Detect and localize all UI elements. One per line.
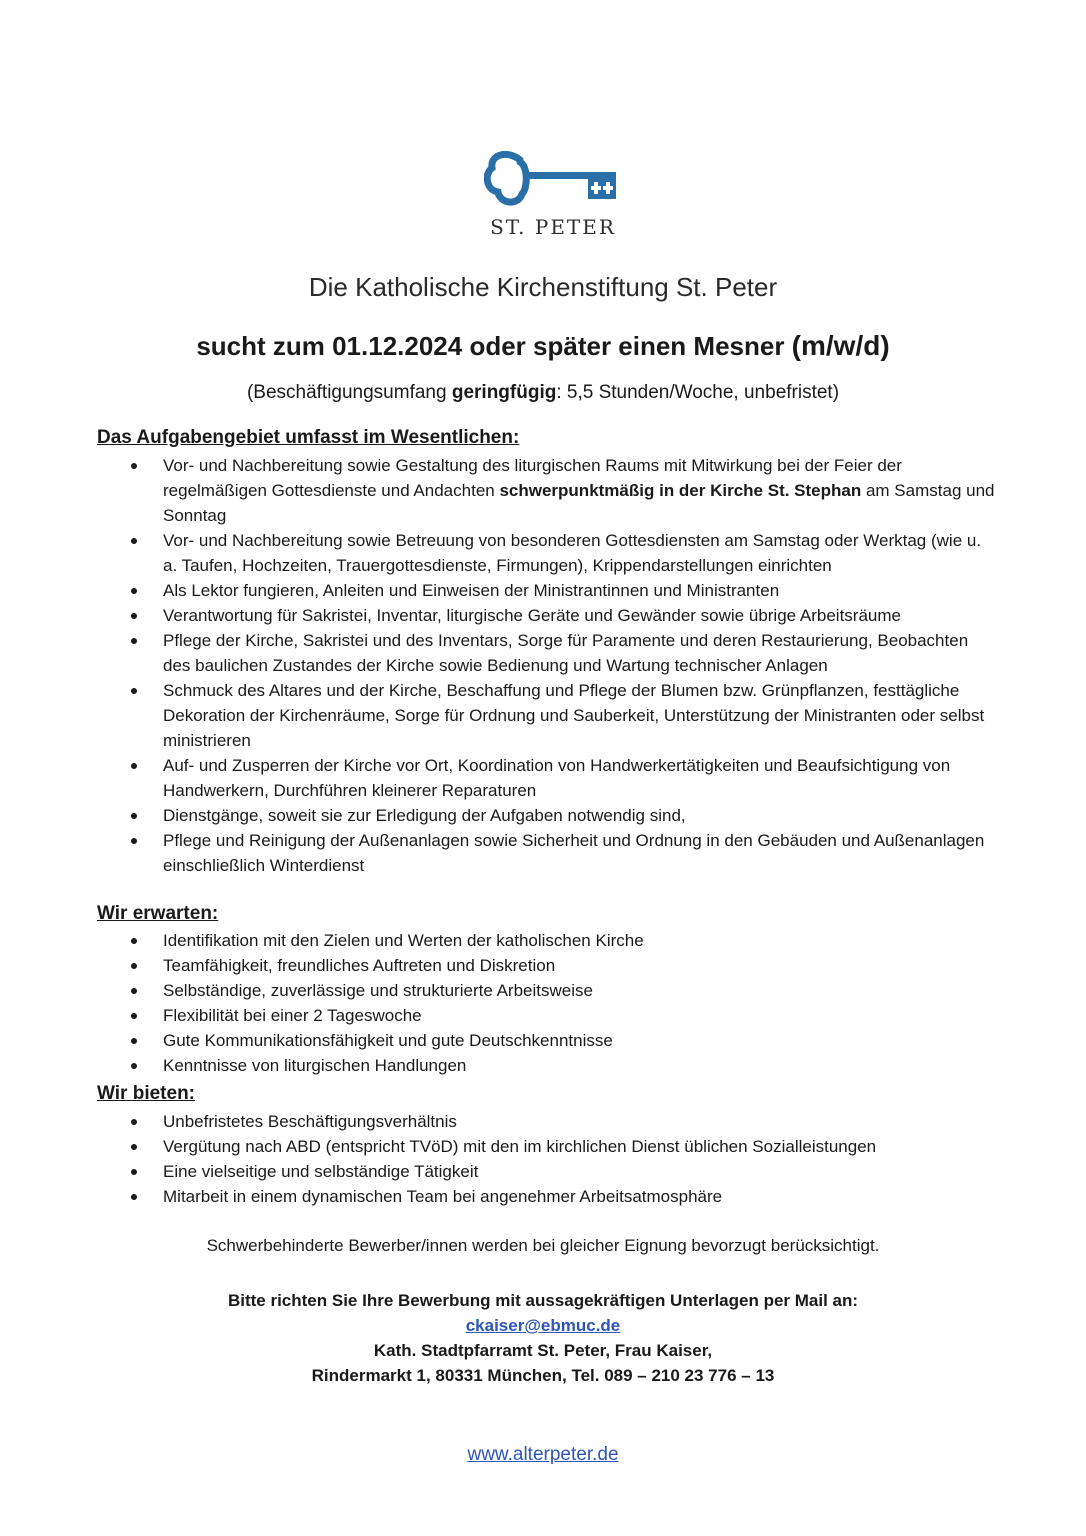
section-title-expectations: Wir erwarten: [97,903,219,924]
list-item: Teamfähigkeit, freundliches Auftreten und Diskretion [97,953,997,978]
list-item: Pflege der Kirche, Sakristei und des Inventars, Sorge für Paramente und deren Restaurierung, Beobachten des baulichen Zustandes der Kirche sowie Bedienung und Wartung technischer Anlagen [97,628,997,678]
list-item: Flexibilität bei einer 2 Tageswoche [97,1003,997,1028]
list-item: Auf- und Zusperren der Kirche vor Ort, Koordination von Handwerkertätigkeiten und Beaufsichtigung von Handwerkern, Durchführen kleinerer Reparaturen [97,753,997,803]
application-intro: Bitte richten Sie Ihre Bewerbung mit aussagekräftigen Unterlagen per Mail an: [227,1291,859,1310]
offers-list [97,1109,997,1209]
list-item-text-after: am Samstag und Sonntag [163,481,995,525]
office-name: Kath. Stadtpfarramt St. Peter, Frau Kaiser, [373,1341,713,1360]
scope-bold: geringfügig [451,382,557,403]
tasks-list [97,453,997,878]
list-item: Verantwortung für Sakristei, Inventar, liturgische Geräte und Gewänder sowie übrige Arbeitsräume [97,603,997,628]
list-item: Unbefristetes Beschäftigungsverhältnis [97,1109,997,1134]
scope-suffix: : 5,5 Stunden/Woche, unbefristet) [556,382,840,403]
website [60,1444,1026,1466]
list-item: Mitarbeit in einem dynamischen Team bei angenehmer Arbeitsatmosphäre [97,1184,997,1209]
list-item-bold: schwerpunktmäßig in der Kirche St. Stephan [499,481,862,500]
logo-text: ST. PETER [490,215,616,239]
headline-gender-suffix: (m/w/d) [791,330,890,361]
application-info [60,1288,1026,1388]
employment-scope [60,382,1026,404]
disability-note: Schwerbehinderte Bewerber/innen werden bei gleicher Eignung bevorzugt berücksichtigt. [206,1236,880,1255]
headline-main: sucht zum 01.12.2024 oder später einen Mesner [196,331,792,361]
key-icon [484,148,624,208]
list-item-text: Vor- und Nachbereitung sowie Gestaltung des liturgischen Raums mit Mitwirkung bei der Feier der regelmäßigen Gottesdienste und Andachten [163,456,902,500]
email-link[interactable]: ckaiser@ebmuc.de [465,1316,621,1335]
list-item: Vergütung nach ABD (entspricht TVöD) mit den im kirchlichen Dienst üblichen Sozialleistungen [97,1134,997,1159]
section-title-offers: Wir bieten: [97,1083,195,1104]
scope-prefix: (Beschäftigungsumfang [246,382,452,403]
list-item: Eine vielseitige und selbständige Tätigkeit [97,1159,997,1184]
section-title-tasks: Das Aufgabengebiet umfasst im Wesentlichen: [97,427,520,448]
list-item: Als Lektor fungieren, Anleiten und Einweisen der Ministrantinnen und Ministranten [97,578,997,603]
list-item: Pflege und Reinigung der Außenanlagen sowie Sicherheit und Ordnung in den Gebäuden und Außenanlagen einschließlich Winterdienst [97,828,997,878]
organization-title: Die Katholische Kirchenstiftung St. Peter [308,272,778,302]
list-item: Gute Kommunikationsfähigkeit und gute Deutschkenntnisse [97,1028,997,1053]
list-item: Schmuck des Altares und der Kirche, Beschaffung und Pflege der Blumen bzw. Grünpflanzen, festtägliche Dekoration der Kirchenräume, Sorge für Ordnung und Sauberkeit, Unterstützung der Ministranten oder selbst ministrieren [97,678,997,753]
list-item: Vor- und Nachbereitung sowie Betreuung von besonderen Gottesdiensten am Samstag oder Werktag (wie u. a. Taufen, Hochzeiten, Trauergottesdienste, Firmungen), Krippendarstellungen einrichten [97,528,997,578]
list-item [97,453,997,528]
website-link[interactable]: www.alterpeter.de [467,1444,619,1465]
list-item: Dienstgänge, soweit sie zur Erledigung der Aufgaben notwendig sind, [97,803,997,828]
expectations-list [97,928,997,1078]
st-peter-logo [478,148,628,243]
list-item: Identifikation mit den Zielen und Werten der katholischen Kirche [97,928,997,953]
list-item: Kenntnisse von liturgischen Handlungen [97,1053,997,1078]
office-address: Rindermarkt 1, 80331 München, Tel. 089 – 210 23 776 – 13 [311,1366,775,1385]
list-item: Selbständige, zuverlässige und strukturierte Arbeitsweise [97,978,997,1003]
job-headline [60,330,1026,362]
